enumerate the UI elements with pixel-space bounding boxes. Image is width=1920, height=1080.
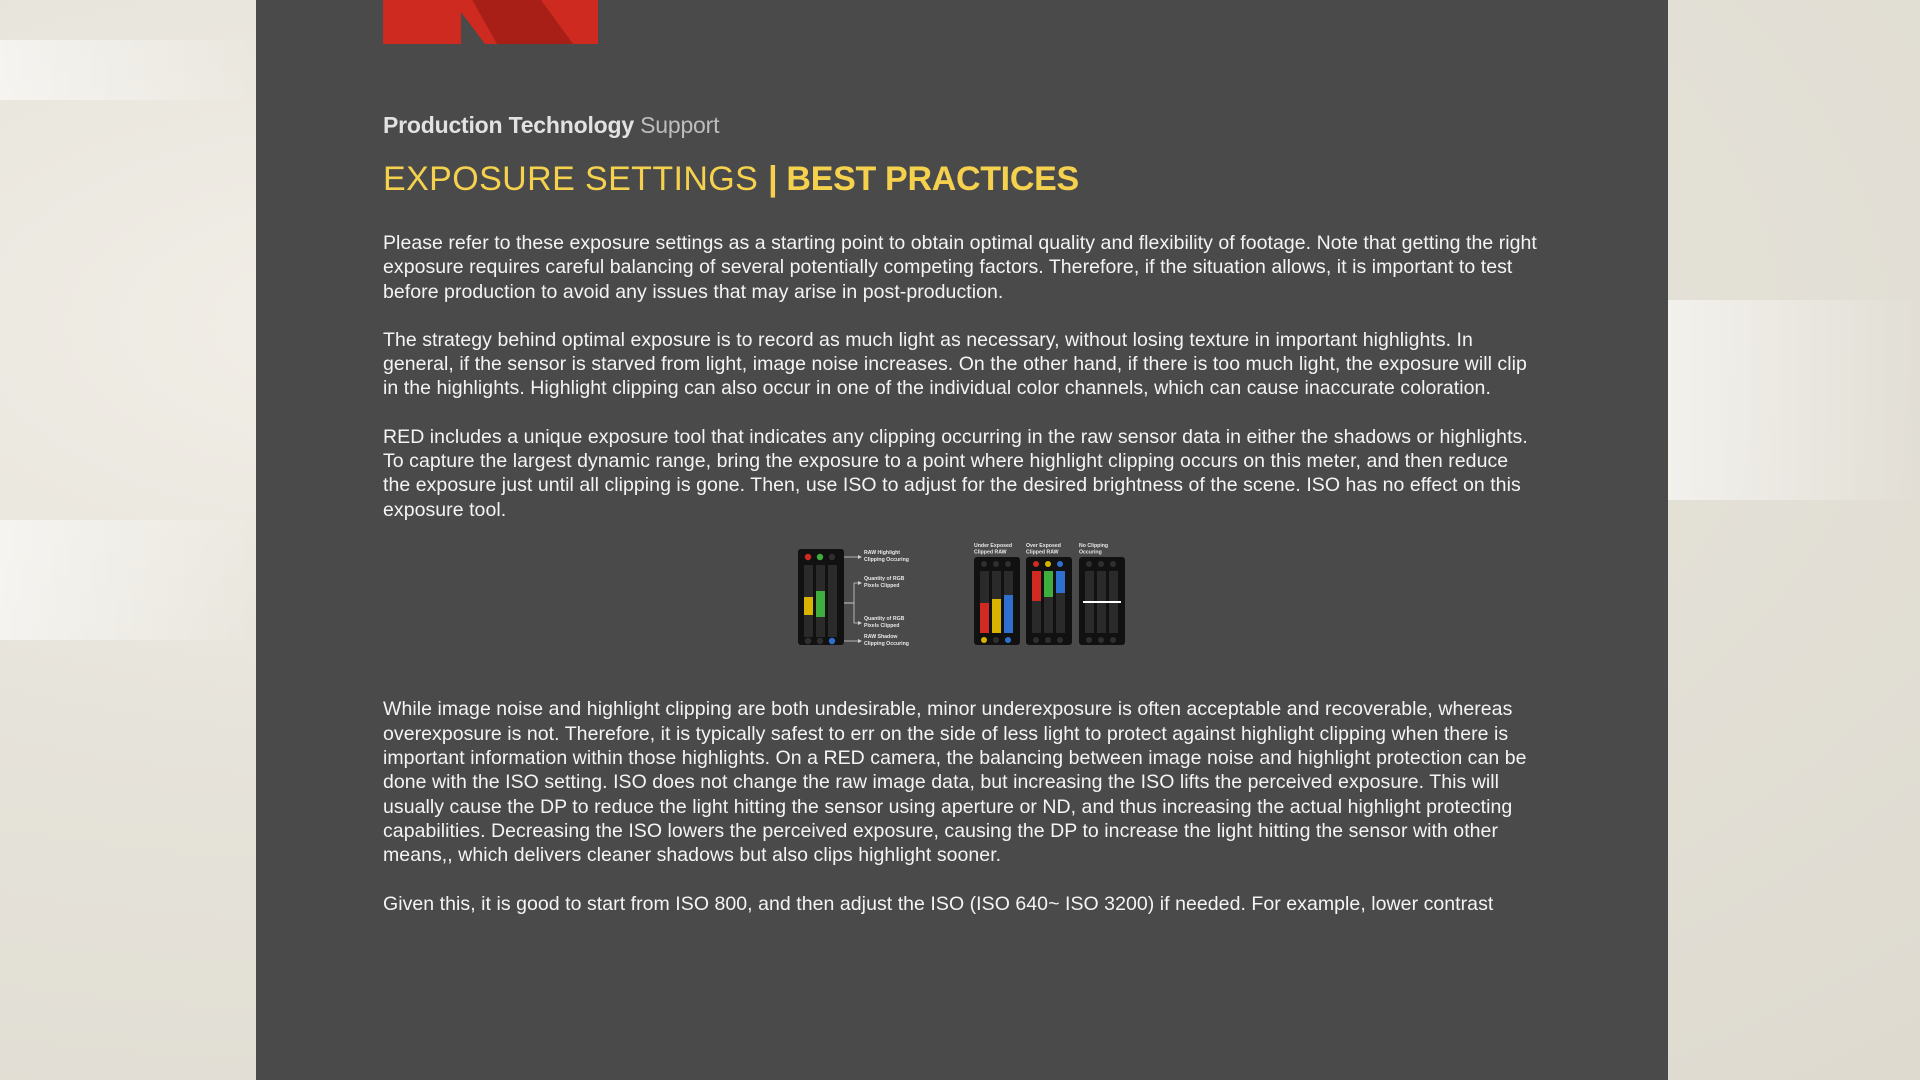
svg-text:Pixels Clipped: Pixels Clipped — [863, 583, 899, 590]
svg-text:Clipped RAW: Clipped RAW — [973, 549, 1007, 556]
document-content — [383, 0, 1538, 935]
paragraph: Please refer to these exposure settings as a starting point to obtain optimal quality and flexibility of footage. Note that getting the right exposure requires careful balancing of several potentially competing factors. Therefore, if the situation allows, it is important to test before production to avoid any issues that may arise in post-production. — [383, 232, 1537, 303]
svg-text:RAW Highlight: RAW Highlight — [863, 550, 900, 557]
paragraph: The strategy behind optimal exposure is to record as much light as necessary, without losing texture in important highlights. In general, if the sensor is starved from light, image noise increases. On the other hand, if there is too much light, the exposure will clip in the highlights. Highlight clipping can also occur in one of the individual color channels, which can cause inaccurate coloration. — [383, 328, 1527, 400]
paper-texture — [0, 40, 256, 100]
logo-wordmark-bold: Production Technology — [383, 112, 634, 138]
page-title-part2: | BEST PRACTICES — [768, 160, 1079, 198]
figure-container — [383, 541, 1538, 649]
svg-text:Occuring: Occuring — [1078, 549, 1102, 556]
red-logo-r-icon — [383, 0, 598, 108]
page-title — [383, 160, 1538, 199]
svg-text:Clipping Occuring: Clipping Occuring — [863, 557, 909, 564]
svg-text:Under Exposed: Under Exposed — [973, 543, 1012, 550]
svg-text:Pixels Clipped: Pixels Clipped — [863, 623, 899, 630]
svg-text:Quantity of RGB: Quantity of RGB — [863, 616, 904, 623]
svg-text:Over Exposed: Over Exposed — [1025, 543, 1061, 550]
page-title-part1: EXPOSURE SETTINGS — [383, 160, 759, 198]
svg-text:No Clipping: No Clipping — [1078, 543, 1108, 550]
logo-wordmark-light: Support — [640, 112, 720, 138]
goal-post-exposure-meters-diagram — [796, 541, 1126, 649]
svg-text:Quantity of RGB: Quantity of RGB — [863, 576, 904, 583]
svg-text:Clipping Occuring: Clipping Occuring — [863, 641, 909, 648]
paragraph: Given this, it is good to start from ISO 800, and then adjust the ISO (ISO 640~ ISO 3200) if needed. For example, lower contrast — [383, 892, 1494, 915]
paper-texture — [1668, 300, 1920, 500]
logo-block — [383, 0, 1538, 138]
paragraph: RED includes a unique exposure tool that indicates any clipping occurring in the raw sensor data in either the shadows or highlights. To capture the largest dynamic range, bring the exposure to a point where highlight clipping occurs on this meter, and then reduce the exposure just until all clipping is gone. Then, use ISO to adjust for the desired brightness of the scene. ISO has no effect on this exposure tool. — [383, 425, 1528, 521]
document-panel — [256, 0, 1668, 1080]
paper-texture — [0, 520, 256, 640]
logo-wordmark — [383, 112, 719, 139]
figure-spacer — [383, 649, 1538, 673]
svg-text:RAW Shadow: RAW Shadow — [863, 634, 897, 641]
paragraph: While image noise and highlight clipping are both undesirable, minor underexposure is often acceptable and recoverable, whereas overexposure is not. Therefore, it is typically safest to err on the side of less light to protect against highlight clipping when there is important information within those highlights. On a RED camera, the balancing between image noise and highlight protection can be done with the ISO setting. ISO does not change the raw image data, but increasing the ISO lifts the perceived exposure. This will usually cause the DP to reduce the light hitting the sensor using aperture or ND, and thus increasing the actual highlight protecting capabilities. Decreasing the ISO lowers the perceived exposure, causing the DP to increase the light hitting the sensor with other means,, which delivers cleaner shadows but also clips highlight sooner. — [383, 698, 1527, 867]
svg-text:Clipped RAW: Clipped RAW — [1025, 549, 1059, 556]
